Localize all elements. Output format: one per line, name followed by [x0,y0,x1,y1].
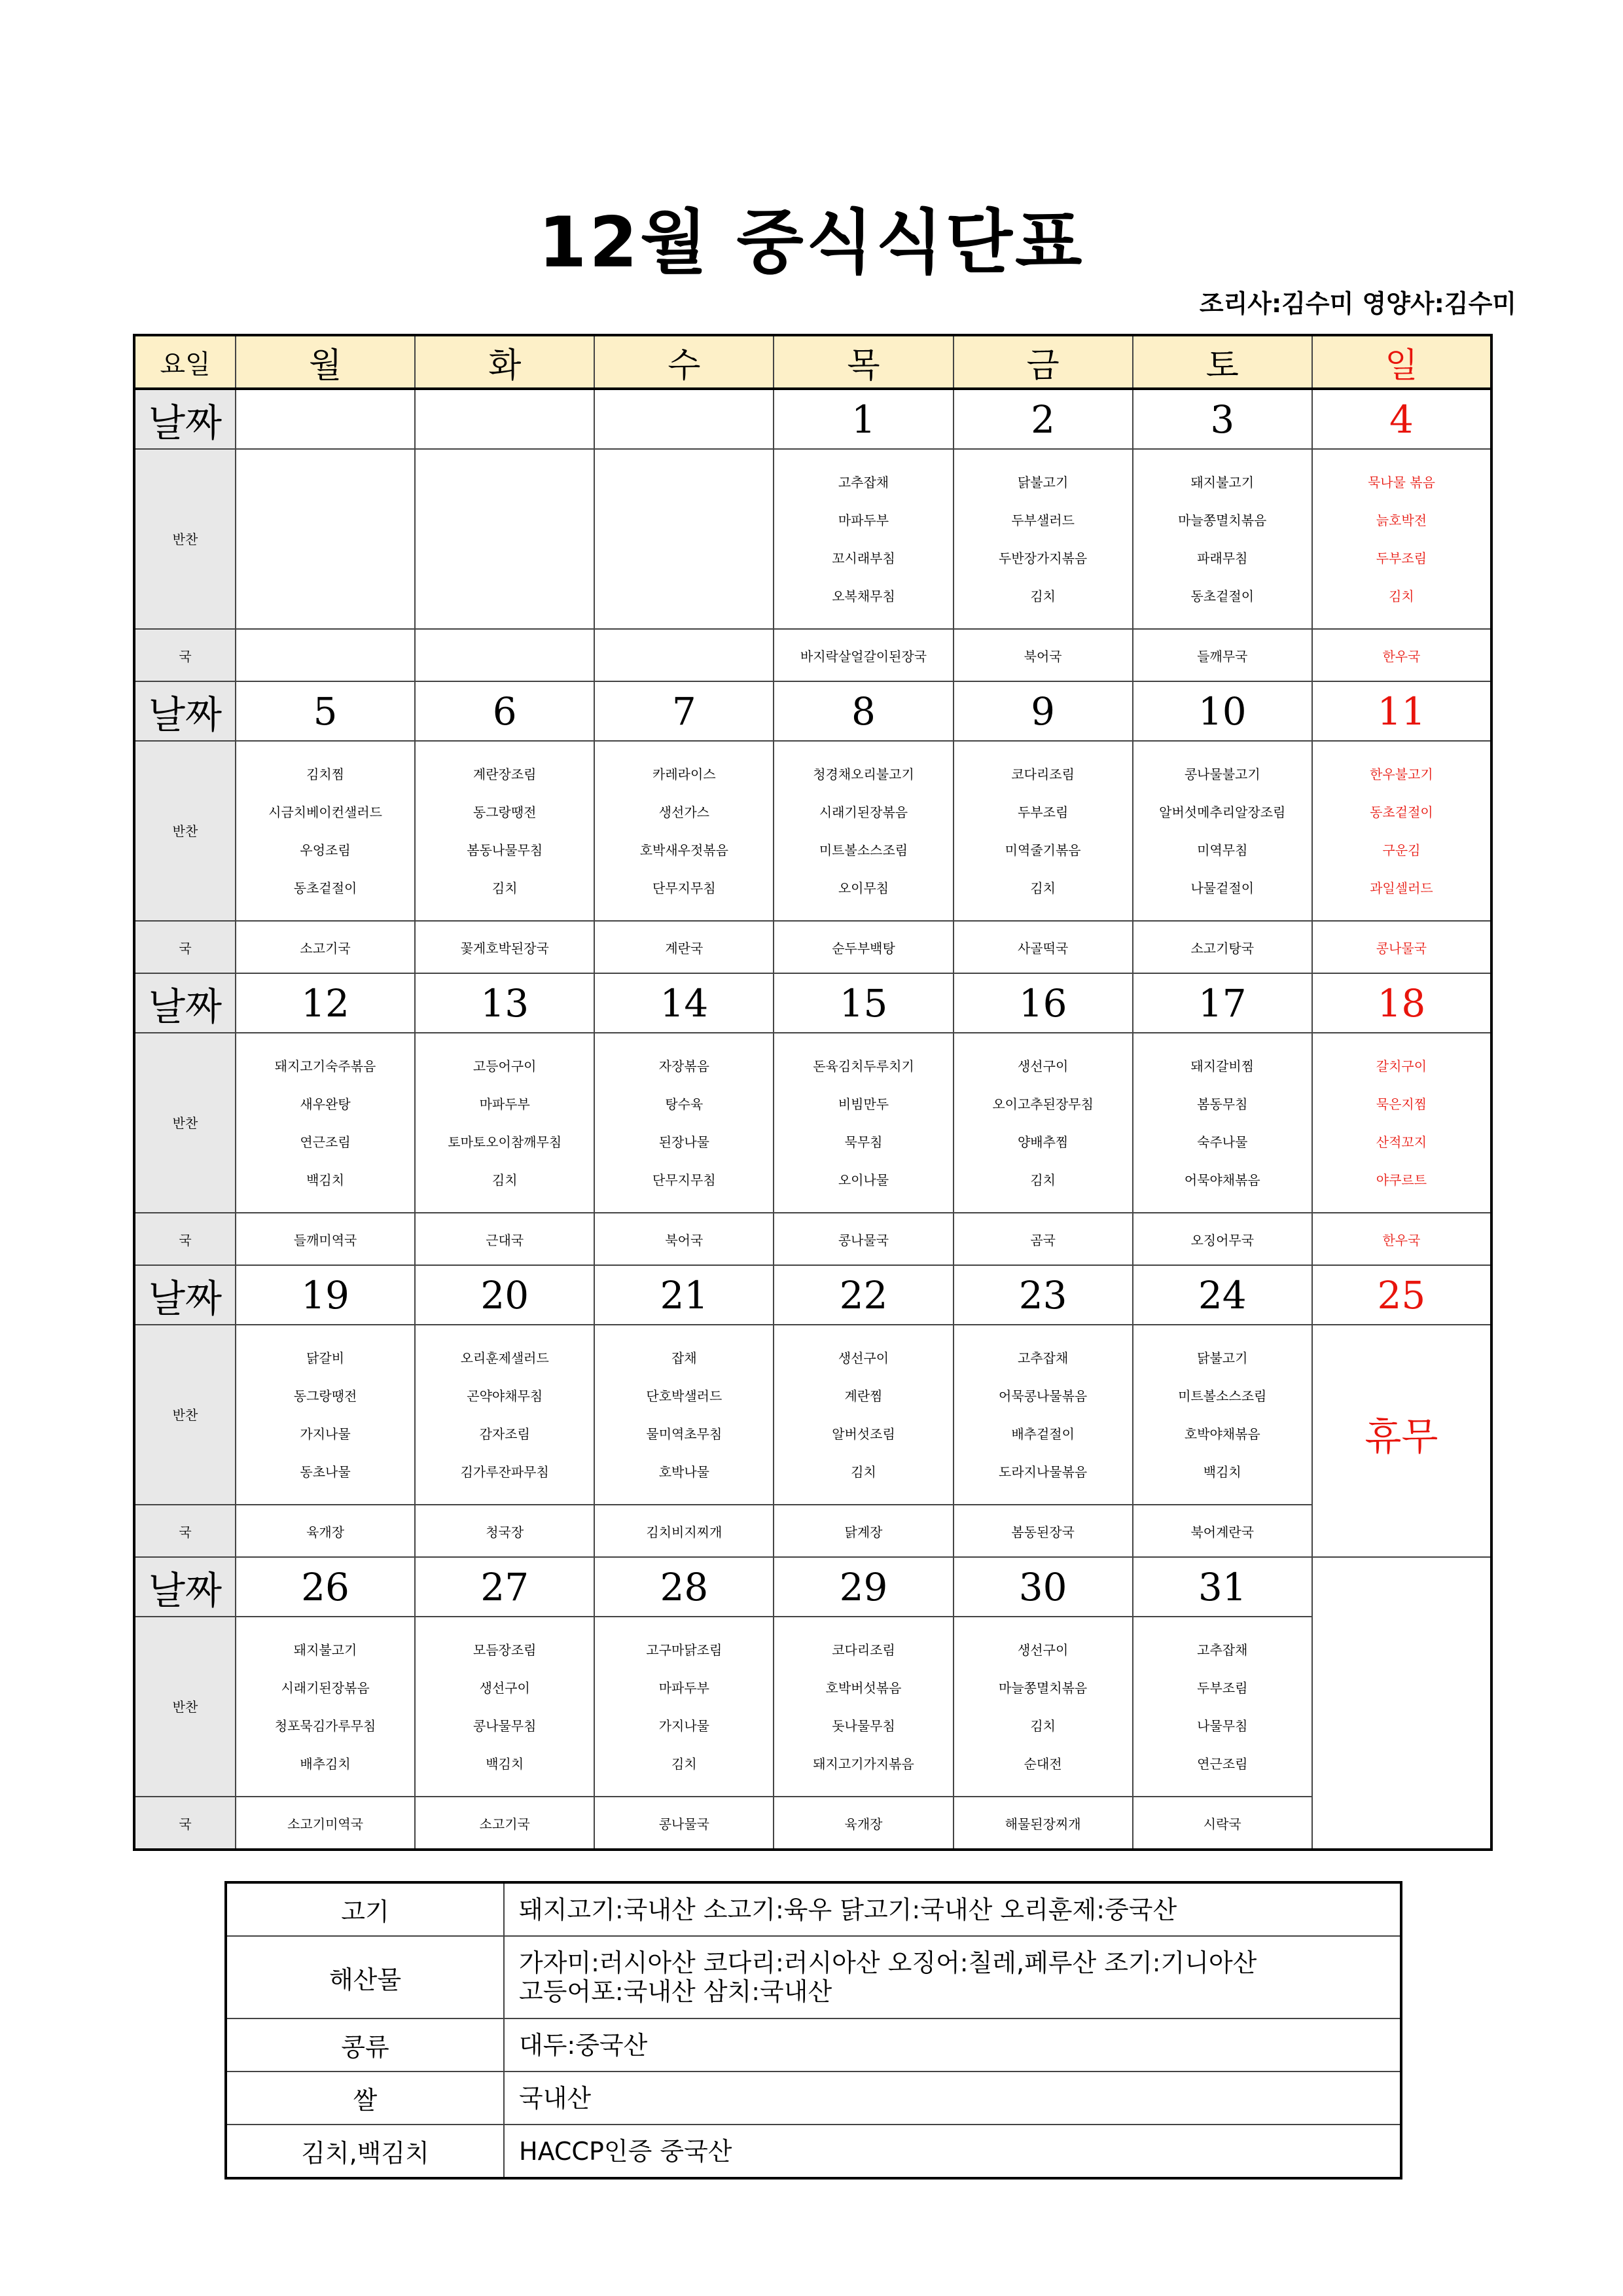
page-title: 12월 중식식단표 [538,202,1085,283]
origin-item: 콩류 [226,2018,504,2072]
dish-item: 청경채오리불고기 [813,766,914,782]
side-dish-label: 반찬 [134,1033,236,1213]
dish-item: 알버섯메추리알장조림 [1159,804,1286,820]
date-cell [415,389,594,449]
dish-item: 잡채 [671,1350,697,1366]
soup-cell: 북어국 [954,629,1133,681]
soup-cell: 오징어무국 [1133,1213,1312,1265]
dish-item: 곤약야채무침 [467,1388,543,1404]
soup-label: 국 [134,1213,236,1265]
soup-label: 국 [134,1797,236,1850]
dish-item: 알버섯조림 [832,1426,895,1442]
dish-item: 미트볼소스조림 [819,842,908,858]
date-row [134,1557,1491,1617]
dish-item: 단무지무침 [652,1172,716,1188]
dish-item: 콩나물불고기 [1184,766,1260,782]
dish-item: 김가루잔파무침 [460,1463,549,1480]
dish-item: 생선구이 [1017,1058,1069,1074]
dish-item: 물미역초무침 [646,1426,722,1442]
dish-item: 청포묵김가루무침 [274,1717,376,1734]
dish-item: 봄동나물무침 [467,842,543,858]
dish-item: 김치 [491,880,518,896]
dish-item: 생선구이 [1017,1641,1069,1658]
side-dish-cell [236,1325,415,1505]
side-dish-cell [774,449,953,629]
soup-row [134,1797,1491,1850]
side-dish-row [134,1033,1491,1213]
dish-item: 된장나물 [658,1134,709,1150]
dish-item: 갈치구이 [1376,1058,1427,1074]
dish-item: 구운김 [1382,842,1421,858]
dish-item: 한우불고기 [1370,766,1433,782]
dish-item: 오복채무침 [832,588,895,604]
side-dish-cell [774,741,953,921]
dish-item: 호박새우젓볶음 [639,842,728,858]
date-cell: 14 [594,973,774,1033]
weekday-wed: 수 [594,335,774,389]
dish-item: 호박나물 [658,1463,709,1480]
soup-cell: 계란국 [594,921,774,973]
side-dish-cell [236,449,415,629]
dish-item: 순대전 [1024,1755,1062,1772]
dish-item: 연근조림 [300,1134,351,1150]
dish-item: 단무지무침 [652,880,716,896]
side-dish-cell [1133,1617,1312,1797]
dish-item: 동초겉절이 [293,880,357,896]
side-dish-cell [594,1033,774,1213]
dish-item: 마늘쫑멸치볶음 [999,1679,1088,1696]
dish-item: 생선구이 [479,1679,530,1696]
dish-item: 콩나물무침 [473,1717,537,1734]
weekday-header-row [134,335,1491,389]
origin-value [504,1882,1401,1936]
dish-item: 김치 [1389,588,1414,604]
origin-table [224,1881,1402,2179]
dish-item: 돈육김치두루치기 [813,1058,914,1074]
date-cell [236,389,415,449]
soup-label: 국 [134,629,236,681]
dish-item: 나물무침 [1197,1717,1248,1734]
dish-item: 코다리조림 [1011,766,1075,782]
side-dish-label: 반찬 [134,1617,236,1797]
soup-label: 국 [134,1505,236,1557]
dish-item: 토마토오이참깨무침 [448,1134,562,1150]
dish-item: 모듬장조림 [473,1641,537,1658]
side-dish-cell [1312,741,1491,921]
date-cell: 21 [594,1265,774,1325]
dish-item: 돼지갈비찜 [1190,1058,1255,1074]
origin-item: 쌀 [226,2072,504,2125]
date-cell: 6 [415,681,594,741]
date-row [134,973,1491,1033]
dish-item: 김치 [1030,880,1056,896]
dish-item: 백김치 [1203,1463,1241,1480]
dish-item: 고추잡채 [838,474,889,490]
dish-item: 오이무침 [838,880,889,896]
dish-item: 나물겉절이 [1190,880,1255,896]
side-dish-cell [1312,1033,1491,1213]
dish-item: 묵은지찜 [1376,1096,1427,1112]
date-cell: 25 [1312,1265,1491,1325]
weekday-sat: 토 [1133,335,1312,389]
dish-item: 숙주나물 [1197,1134,1248,1150]
dish-item: 닭불고기 [1017,474,1069,490]
date-cell: 23 [954,1265,1133,1325]
dish-item: 동그랑땡전 [293,1388,357,1404]
origin-table-body [226,1882,1401,2178]
soup-cell: 청국장 [415,1505,594,1557]
side-dish-cell [594,1325,774,1505]
origin-row [226,1936,1401,2018]
dish-item: 오이나물 [838,1172,889,1188]
dish-item: 카레라이스 [652,766,716,782]
date-label: 날짜 [134,1265,236,1325]
side-dish-cell [774,1325,953,1505]
origin-row [226,1882,1401,1936]
dish-item: 닭갈비 [306,1350,345,1366]
side-dish-cell [954,1325,1133,1505]
origin-line: 대두:중국산 [519,2030,648,2060]
side-dish-cell [774,1617,953,1797]
dish-item: 두부조림 [1376,550,1427,566]
date-cell: 7 [594,681,774,741]
date-cell: 26 [236,1557,415,1617]
dish-item: 과일셀러드 [1370,880,1433,896]
dish-item: 새우완탕 [300,1096,351,1112]
menu-table-body [134,335,1491,1850]
side-dish-cell [1312,449,1491,629]
side-dish-label: 반찬 [134,741,236,921]
date-label: 날짜 [134,389,236,449]
dish-item: 오리훈제샐러드 [460,1350,549,1366]
dish-item: 시래기된장볶음 [819,804,908,820]
dish-item: 동초겉절이 [1370,804,1433,820]
dish-item: 동그랑땡전 [473,804,537,820]
dish-item: 김치찜 [306,766,345,782]
dish-item: 야쿠르트 [1376,1172,1427,1188]
date-row [134,389,1491,449]
soup-cell: 소고기탕국 [1133,921,1312,973]
empty-cell [1312,1557,1491,1850]
soup-cell: 콩나물국 [1312,921,1491,973]
dish-item: 가지나물 [658,1717,709,1734]
dish-item: 탕수육 [665,1096,704,1112]
soup-row [134,1505,1491,1557]
dish-item: 두반장가지볶음 [999,550,1088,566]
soup-row [134,1213,1491,1265]
date-cell: 5 [236,681,415,741]
origin-line: HACCP인증 중국산 [519,2136,732,2166]
soup-cell: 바지락살얼갈이된장국 [774,629,953,681]
date-cell: 11 [1312,681,1491,741]
date-cell: 3 [1133,389,1312,449]
weekday-thu: 목 [774,335,953,389]
dish-item: 생선가스 [658,804,709,820]
soup-cell: 콩나물국 [594,1797,774,1850]
date-label: 날짜 [134,973,236,1033]
dish-item: 동초나물 [300,1463,351,1480]
dish-item: 두부조림 [1017,804,1069,820]
dish-item: 미역줄기볶음 [1005,842,1081,858]
soup-cell: 육개장 [236,1505,415,1557]
side-dish-cell [774,1033,953,1213]
soup-cell: 육개장 [774,1797,953,1850]
date-cell: 22 [774,1265,953,1325]
side-dish-cell [415,1617,594,1797]
soup-cell: 순두부백탕 [774,921,953,973]
dish-item: 배추김치 [300,1755,351,1772]
side-dish-row [134,1617,1491,1797]
soup-cell [236,629,415,681]
side-dish-cell [236,741,415,921]
side-dish-cell [954,1617,1133,1797]
soup-cell: 콩나물국 [774,1213,953,1265]
dish-item: 돼지불고기 [293,1641,357,1658]
dish-item: 마늘쫑멸치볶음 [1178,512,1267,528]
soup-cell: 사골떡국 [954,921,1133,973]
date-cell: 20 [415,1265,594,1325]
date-cell: 12 [236,973,415,1033]
dish-item: 코다리조림 [832,1641,895,1658]
origin-row [226,2018,1401,2072]
dish-item: 연근조림 [1197,1755,1248,1772]
dish-item: 돗나물무침 [832,1717,895,1734]
side-dish-row [134,1325,1491,1505]
origin-item: 김치,백김치 [226,2125,504,2178]
dish-item: 자장볶음 [658,1058,709,1074]
side-dish-row [134,449,1491,629]
dish-item: 백김치 [306,1172,345,1188]
holiday-label: 휴무 [1364,1414,1438,1459]
dish-item: 김치 [1030,588,1056,604]
date-cell: 2 [954,389,1133,449]
side-dish-cell [236,1617,415,1797]
dish-item: 두부조림 [1197,1679,1248,1696]
date-cell: 30 [954,1557,1133,1617]
date-row [134,1265,1491,1325]
side-dish-cell [415,741,594,921]
dish-item: 김치 [1030,1172,1056,1188]
dish-item: 미역무침 [1197,842,1248,858]
dish-item: 두부샐러드 [1011,512,1075,528]
dish-item: 마파두부 [479,1096,530,1112]
dish-item: 단호박샐러드 [646,1388,722,1404]
soup-cell: 꽃게호박된장국 [415,921,594,973]
dish-item: 계란장조림 [473,766,537,782]
dish-item: 비빔만두 [838,1096,889,1112]
side-dish-cell [1133,1033,1312,1213]
soup-cell [415,629,594,681]
dish-item: 파래무침 [1197,550,1248,566]
dish-item: 호박버섯볶음 [825,1679,902,1696]
weekday-fri: 금 [954,335,1133,389]
weekday-label: 요일 [134,335,236,389]
dish-item: 가지나물 [300,1426,351,1442]
dish-item: 도라지나물볶음 [999,1463,1088,1480]
soup-cell: 닭계장 [774,1505,953,1557]
soup-cell: 해물된장찌개 [954,1797,1133,1850]
date-cell: 4 [1312,389,1491,449]
origin-line: 가자미:러시아산 코다리:러시아산 오징어:칠레,페루산 조기:기니아산 [519,1948,1257,1977]
date-cell: 28 [594,1557,774,1617]
dish-item: 산적꼬지 [1376,1134,1427,1150]
origin-item: 해산물 [226,1936,504,2018]
dish-item: 김치 [671,1755,697,1772]
dish-item: 김치 [851,1463,876,1480]
dish-item: 동초겉절이 [1190,588,1255,604]
holiday-cell [1312,1325,1491,1557]
soup-cell: 소고기국 [415,1797,594,1850]
date-label: 날짜 [134,1557,236,1617]
side-dish-cell [594,449,774,629]
side-dish-cell [954,449,1133,629]
dish-item: 오이고추된장무침 [992,1096,1094,1112]
origin-line: 고등어포:국내산 삼치:국내산 [519,1977,832,2006]
dish-item: 계란찜 [844,1388,883,1404]
soup-cell: 김치비지찌개 [594,1505,774,1557]
date-label: 날짜 [134,681,236,741]
dish-item: 돼지고기숙주볶음 [274,1058,376,1074]
date-cell: 9 [954,681,1133,741]
side-dish-cell [236,1033,415,1213]
dish-item: 고추잡채 [1197,1641,1248,1658]
soup-cell: 한우국 [1312,629,1491,681]
soup-label: 국 [134,921,236,973]
side-dish-cell [415,1325,594,1505]
dish-item: 배추겉절이 [1011,1426,1075,1442]
dish-item: 감자조림 [479,1426,530,1442]
dish-item: 묵무침 [844,1134,883,1150]
date-cell: 10 [1133,681,1312,741]
soup-cell: 봄동된장국 [954,1505,1133,1557]
date-cell: 15 [774,973,953,1033]
dish-item: 닭불고기 [1197,1350,1248,1366]
dish-item: 고추잡채 [1017,1350,1069,1366]
date-cell: 1 [774,389,953,449]
origin-value [504,2072,1401,2125]
side-dish-cell [594,741,774,921]
dish-item: 고등어구이 [473,1058,537,1074]
dish-item: 돼지고기가지볶음 [813,1755,914,1772]
staff-credit: 조리사:김수미 영양사:김수미 [1199,289,1516,318]
dish-item: 늙호박전 [1376,512,1427,528]
dish-item: 양배추찜 [1017,1134,1069,1150]
dish-item: 마파두부 [838,512,889,528]
weekday-mon: 월 [236,335,415,389]
date-cell: 17 [1133,973,1312,1033]
dish-item: 미트볼소스조림 [1178,1388,1267,1404]
dish-item: 마파두부 [658,1679,709,1696]
dish-item: 묵나물 볶음 [1367,474,1435,490]
dish-item: 시래기된장볶음 [281,1679,370,1696]
date-cell: 8 [774,681,953,741]
origin-line: 돼지고기:국내산 소고기:육우 닭고기:국내산 오리훈제:중국산 [519,1895,1177,1924]
soup-cell: 북어국 [594,1213,774,1265]
soup-cell: 근대국 [415,1213,594,1265]
origin-row [226,2072,1401,2125]
date-cell: 19 [236,1265,415,1325]
soup-cell: 곰국 [954,1213,1133,1265]
origin-value [504,1936,1401,2018]
side-dish-label: 반찬 [134,449,236,629]
date-cell: 29 [774,1557,953,1617]
weekday-tue: 화 [415,335,594,389]
date-cell: 31 [1133,1557,1312,1617]
date-cell: 16 [954,973,1133,1033]
dish-item: 고구마닭조림 [646,1641,722,1658]
date-cell: 24 [1133,1265,1312,1325]
side-dish-cell [415,1033,594,1213]
dish-item: 호박야채볶음 [1184,1426,1260,1442]
soup-cell [594,629,774,681]
date-cell [594,389,774,449]
side-dish-cell [594,1617,774,1797]
soup-cell: 들깨무국 [1133,629,1312,681]
soup-cell: 소고기국 [236,921,415,973]
dish-item: 꼬시래부침 [832,550,895,566]
dish-item: 생선구이 [838,1350,889,1366]
date-cell: 13 [415,973,594,1033]
origin-value [504,2125,1401,2178]
menu-table [133,334,1493,1851]
origin-value [504,2018,1401,2072]
dish-item: 백김치 [486,1755,524,1772]
origin-line: 국내산 [519,2083,592,2113]
dish-item: 우엉조림 [300,842,351,858]
date-row [134,681,1491,741]
date-cell: 18 [1312,973,1491,1033]
dish-item: 김치 [491,1172,518,1188]
dish-item: 봄동무침 [1197,1096,1248,1112]
soup-cell: 소고기미역국 [236,1797,415,1850]
soup-cell: 시락국 [1133,1797,1312,1850]
soup-row [134,921,1491,973]
dish-item: 돼지불고기 [1190,474,1255,490]
dish-item: 어묵콩나물볶음 [999,1388,1088,1404]
soup-cell: 북어계란국 [1133,1505,1312,1557]
side-dish-row [134,741,1491,921]
side-dish-cell [415,449,594,629]
side-dish-cell [1133,449,1312,629]
dish-item: 어묵야채볶음 [1184,1172,1260,1188]
dish-item: 시금치베이컨샐러드 [268,804,383,820]
soup-cell: 들깨미역국 [236,1213,415,1265]
date-cell: 27 [415,1557,594,1617]
origin-item: 고기 [226,1882,504,1936]
side-dish-cell [954,1033,1133,1213]
side-dish-cell [954,741,1133,921]
weekday-sun: 일 [1312,335,1491,389]
soup-cell: 한우국 [1312,1213,1491,1265]
soup-row [134,629,1491,681]
side-dish-cell [1133,741,1312,921]
side-dish-label: 반찬 [134,1325,236,1505]
origin-row [226,2125,1401,2178]
side-dish-cell [1133,1325,1312,1505]
dish-item: 김치 [1030,1717,1056,1734]
